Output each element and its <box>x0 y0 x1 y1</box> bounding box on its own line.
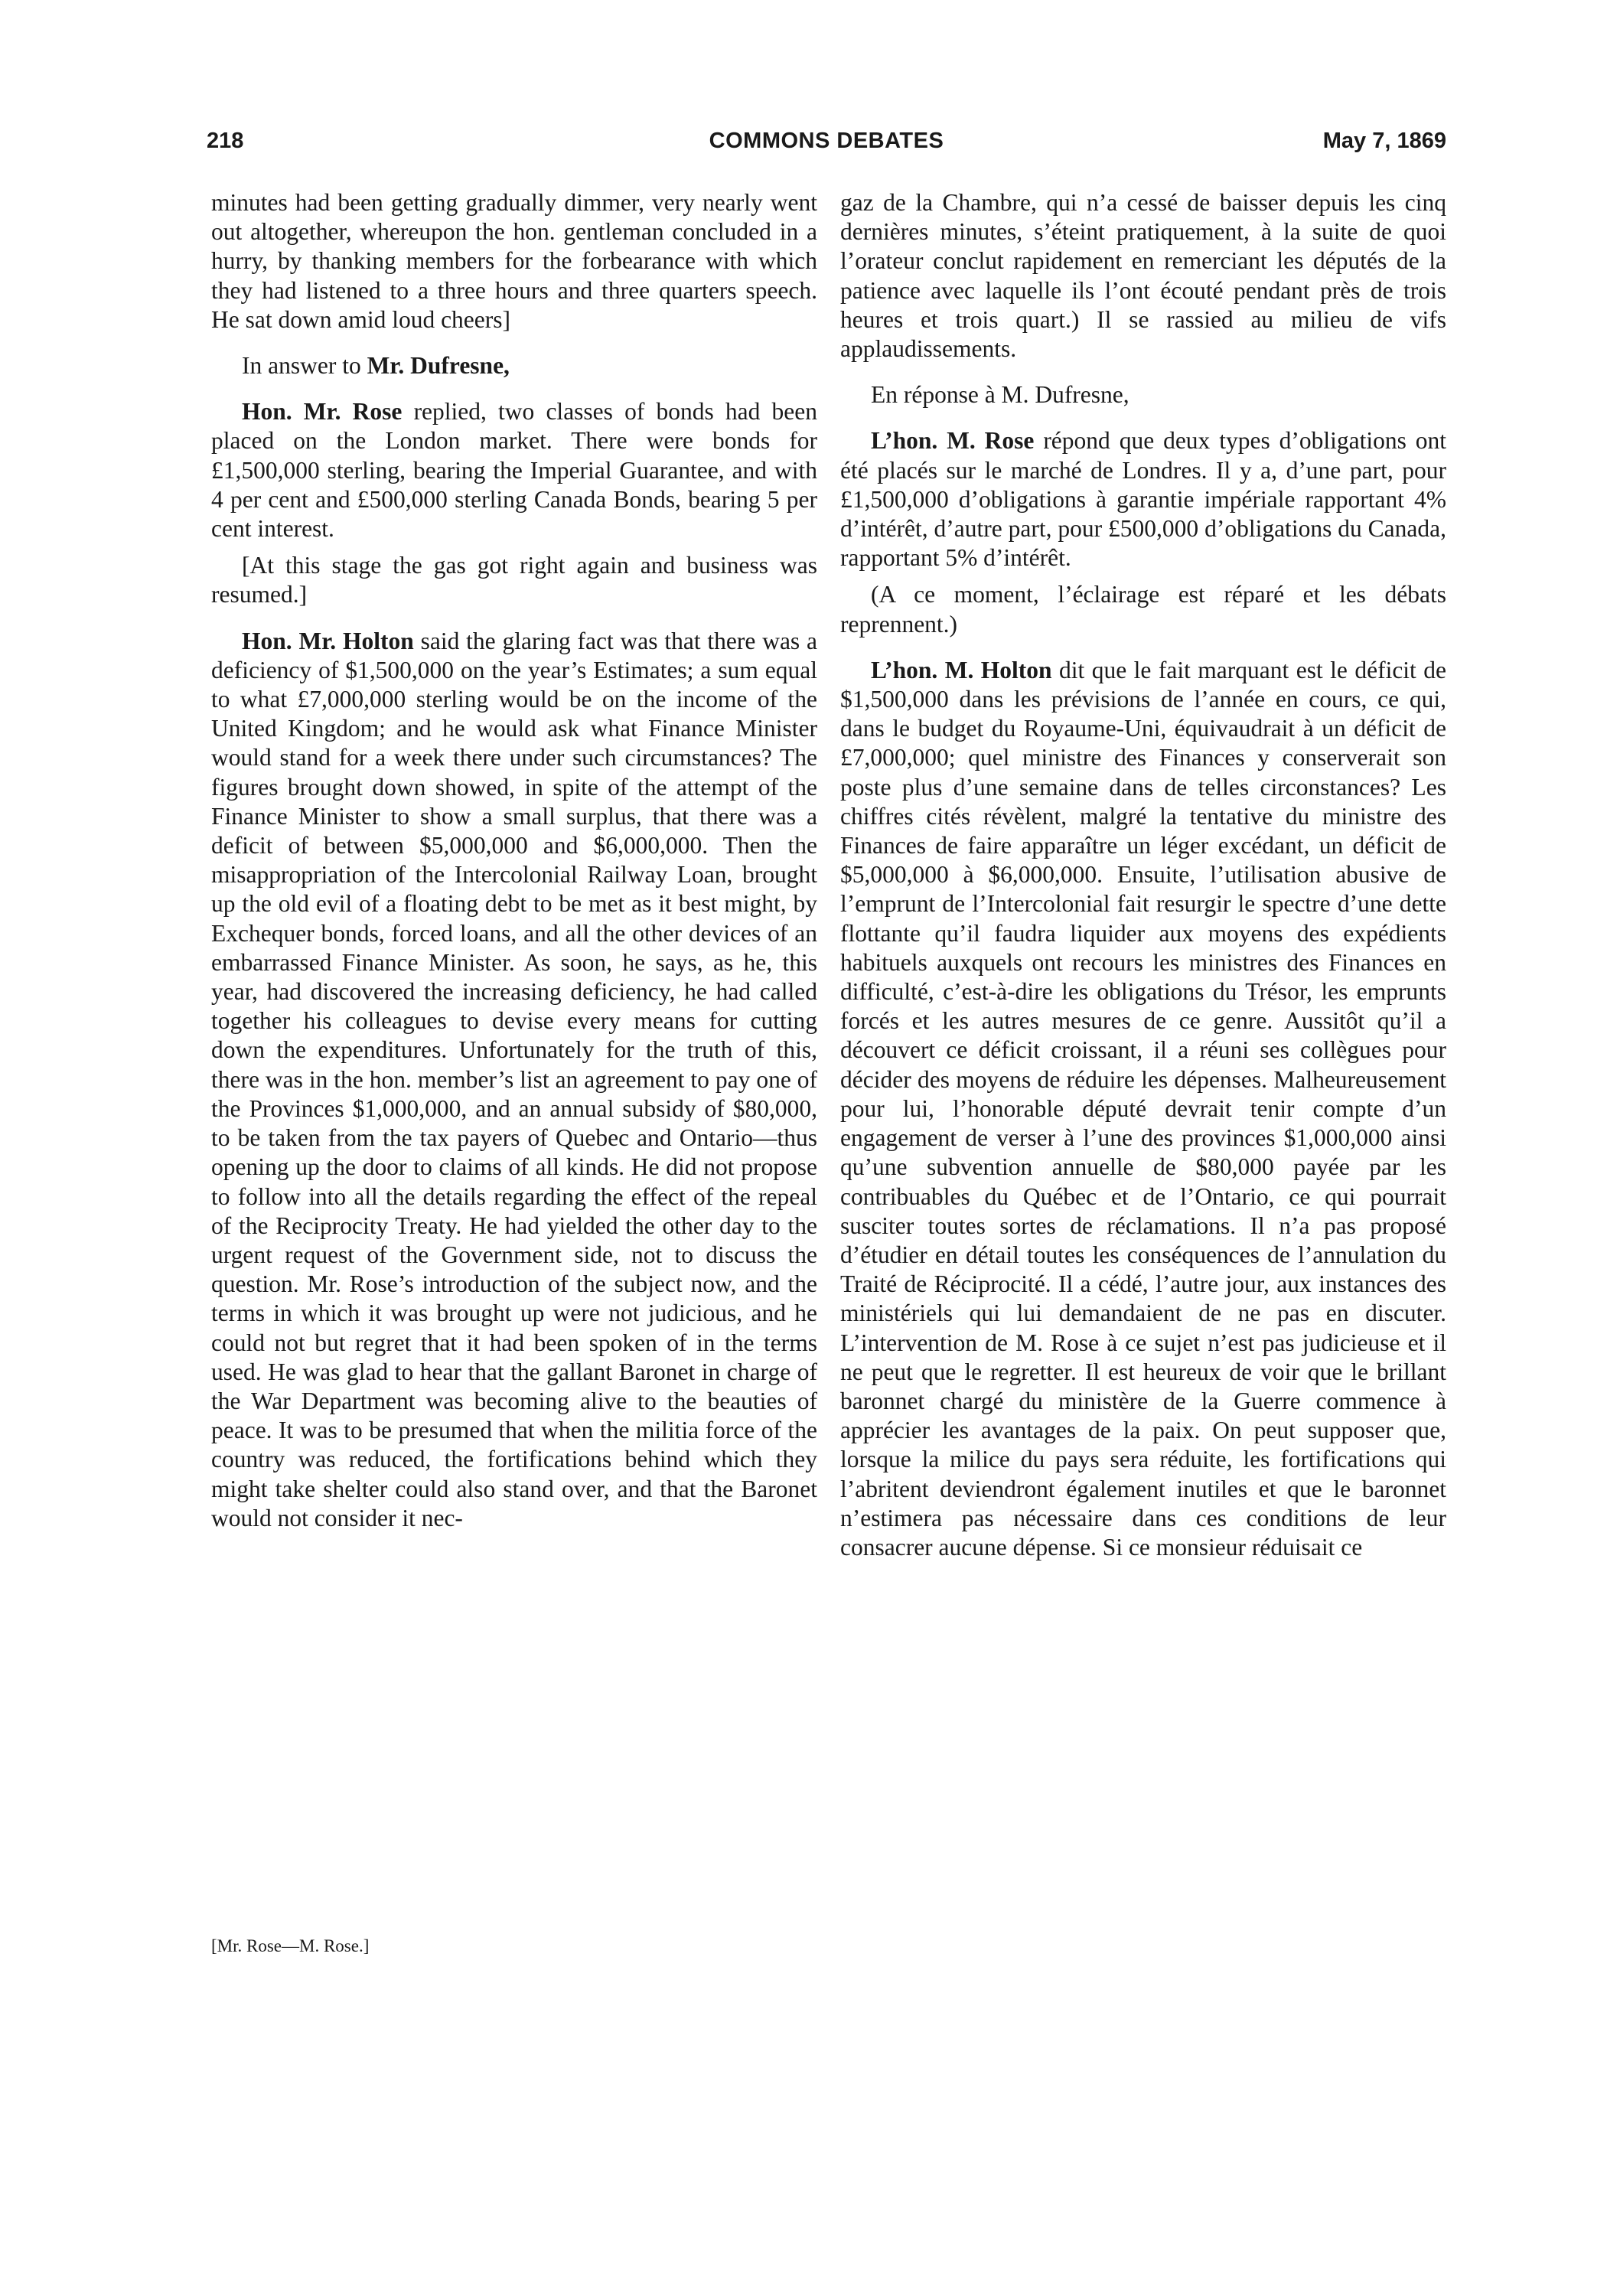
speaker-rose-fr: L’hon. M. Rose <box>871 427 1035 455</box>
speaker-rose: Hon. Mr. Rose <box>242 398 403 426</box>
french-paragraph-3 <box>840 426 1446 572</box>
english-paragraph-5 <box>211 627 817 1533</box>
french-column <box>840 188 1446 1579</box>
speaker-holton: Hon. Mr. Holton <box>242 627 414 654</box>
page-number: 218 <box>207 129 244 153</box>
english-p3-text: replied, two classes of bonds had been placed on the London market. There were bonds for £1,500,000 sterling, bearing the Imperial Guarantee, and with 4 per cent and £500,000 sterling Canada Bonds, bearing 5 per cent interest. <box>211 398 817 543</box>
french-p5-text: dit que le fait marquant est le déficit de $1,500,000 dans les prévisions de l’année en cours, ce qui, dans le budget du Royaume-Uni, équivaudrait à un déficit de £7,000,000; quel ministre des Finances y conserverait son poste plus d’une semaine dans de telles circonstances? Les chiffres cités révèlent, malgré la tentative du ministre des Finances de faire apparaître un léger excédant, un déficit de $5,000,000 à $6,000,000. Ensuite, l’utilisation abusive de l’emprunt de l’Intercolonial fait resurgir le spectre d’une dette flottante qu’il faudra liquider aux moyens des expédients habituels auxquels ont recours les ministres des Finances en difficulté, c’est-à-dire les obligations du Trésor, les emprunts forcés et les autres mesures de ce genre. Aussitôt qu’il a découvert ce déficit croissant, il a réuni ses collègues pour décider des moyens de réduire les dépenses. Malheureusement pour lui, l’honorable député devrait tenir compte d’un engagement de verser à l’une des provinces $1,000,000 ainsi qu’une subvention annuelle de $80,000 payée par les contribuables du Québec et de l’Ontario, ce qui pourrait susciter toutes sortes de réclamations. Il n’a pas proposé d’étudier en détail toutes les conséquences de l’annulation du Traité de Réciprocité. Il a cédé, l’autre jour, aux instances des ministériels qui lui demandaient de ne pas en discuter. L’intervention de M. Rose à ce sujet n’est pas judicieuse et il ne peut que le regretter. Il est heureux de voir que le brillant baronnet chargé du ministère de la Guerre commence à apprécier les avantages de la paix. On peut supposer que, lorsque la milice du pays sera réduite, les fortifications qui l’abritent deviendront également inutiles et que le baronnet n’estimera pas nécessaire dans ces conditions de leur consacrer aucune dépense. Si ce monsieur réduisait ce <box>840 656 1447 1561</box>
french-paragraph-4: (A ce moment, l’éclairage est réparé et les débats reprennent.) <box>840 581 1446 638</box>
french-paragraph-2: En réponse à M. Dufresne, <box>871 381 1129 409</box>
speaker-reference-footer: [Mr. Rose—M. Rose.] <box>211 1936 370 1955</box>
english-paragraph-2 <box>211 351 817 380</box>
speaker-dufresne: Mr. Dufresne, <box>367 352 510 380</box>
french-p3-text: répond que deux types d’obligations ont été placés sur le marché de Londres. Il y a, d’une part, pour £1,500,000 d’obligations à garantie impériale rapportant 4% d’intérêt, d’autre part, pour £500,000 d’obligations du Canada, rapportant 5% d’intérêt. <box>840 427 1446 572</box>
english-paragraph-1: minutes had been getting gradually dimmer, very nearly went out altogether, whereupon the hon. gentleman concluded in a hurry, by thanking members for the forbearance with which they had listened to a three hours and three quarters speech. He sat down amid loud cheers] <box>211 189 817 333</box>
french-paragraph-5 <box>840 656 1446 1562</box>
english-paragraph-3 <box>211 397 817 543</box>
session-date: May 7, 1869 <box>1322 129 1446 153</box>
publication-title: COMMONS DEBATES <box>709 129 944 153</box>
page-header <box>207 129 1446 162</box>
english-column <box>211 188 817 1550</box>
english-p5-text: said the glaring fact was that there was a deficiency of $1,500,000 on the year’s Estimates; a sum equal to what £7,000,000 sterling would be on the income of the United Kingdom; and he would ask what Finance Minister would stand for a week there under such circumstances? The figures brought down showed, in spite of the attempt of the Finance Minister to show a small surplus, that there was a deficit of between $5,000,000 and $6,000,000. Then the misappropriation of the Intercolonial Railway Loan, brought up the old evil of a floating debt to be met as it best might, by Exchequer bonds, forced loans, and all the other devices of an embarrassed Finance Minister. As soon, he says, as he, this year, had discovered the increasing deficiency, he had called together his colleagues to devise every means for cutting down the expenditures. Unfortunately for the truth of this, there was in the hon. member’s list an agreement to pay one of the Provinces $1,000,000, and an annual subsidy of $80,000, to be taken from the tax payers of Quebec and Ontario—thus opening up the door to claims of all kinds. He did not propose to follow into all the details regarding the effect of the repeal of the Reciprocity Treaty. He had yielded the other day to the urgent request of the Government side, not to discuss the question. Mr. Rose’s introduction of the subject now, and the terms in which it was brought up were not judicious, and he could not but regret that it had been spoken of in the terms used. He was glad to hear that the gallant Baronet in charge of the War Department was becoming alive to the beauties of peace. It was to be presumed that when the militia force of the country was reduced, the fortifications behind which they might take shelter could also stand over, and that the Baronet would not consider it nec- <box>211 627 817 1531</box>
english-p2-lead: In answer to <box>242 352 367 380</box>
french-paragraph-1: gaz de la Chambre, qui n’a cessé de baisser depuis les cinq dernières minutes, s’éteint pratiquement, à la suite de quoi l’orateur conclut rapidement en remerciant les députés de la patience avec laquelle ils l’ont écouté pendant près de trois heures et trois quart.) Il se rassied au milieu de vifs applaudissements. <box>840 189 1446 363</box>
english-paragraph-4: [At this stage the gas got right again and business was resumed.] <box>211 552 817 608</box>
speaker-holton-fr: L’hon. M. Holton <box>871 656 1052 683</box>
